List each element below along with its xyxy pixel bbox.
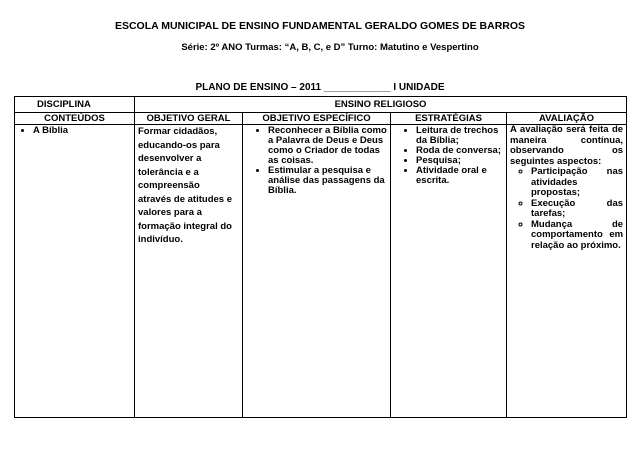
estrategia-item: • Pesquisa; — [416, 156, 503, 166]
objetivo-especifico-cell — [243, 125, 391, 418]
conteudos-cell — [15, 125, 135, 418]
estrategia-item: • Leitura de trechos da Bíblia; — [416, 126, 503, 146]
objetivo-geral-line: indivíduo. — [138, 234, 183, 245]
col-header-objetivo-especifico: OBJETIVO ESPECÍFICO — [243, 113, 391, 125]
conteudo-item: • A Bíblia — [33, 126, 131, 136]
col-header-conteudos: CONTEÚDOS — [15, 113, 135, 125]
avaliacao-intro: A avaliação será feita de maneira contínua, observando os seguintes aspectos: — [510, 124, 624, 167]
avaliacao-item: ◦ Execução das tarefas; — [531, 199, 623, 220]
plano-title: PLANO DE ENSINO – 2011 ____________ I UNIDADE — [195, 82, 445, 93]
content-row — [15, 125, 627, 418]
avaliacao-item: ◦ Mudança de comportamento em relação ao próximo. — [531, 220, 623, 252]
objetivo-geral-line: tolerância e a — [138, 166, 199, 178]
objetivo-especifico-item: • Estimular a pesquisa e análise das passagens da Bíblia. — [268, 166, 387, 196]
col-header-estrategias: ESTRATÉGIAS — [391, 113, 507, 125]
objetivo-geral-line: valores para a — [138, 207, 202, 218]
estrategia-item: • Roda de conversa; — [416, 146, 503, 156]
objetivo-geral-line: Formar cidadãos, — [138, 126, 218, 137]
teaching-plan-table — [14, 96, 627, 418]
serie-line: Série: 2º ANO Turmas: “A, B, C, e D” Turno: Matutino e Vespertino — [181, 42, 479, 53]
estrategia-item: • Atividade oral e escrita. — [416, 166, 503, 186]
objetivo-geral-cell — [135, 125, 243, 418]
col-header-avaliacao: AVALIAÇÃO — [507, 113, 627, 125]
objetivo-geral-line: através de atitudes e — [138, 193, 232, 205]
avaliacao-cell — [507, 125, 627, 418]
school-name: ESCOLA MUNICIPAL DE ENSINO FUNDAMENTAL GERALDO GOMES DE BARROS — [114, 20, 526, 32]
objetivo-geral-line: compreensão — [138, 180, 200, 191]
estrategias-cell — [391, 125, 507, 418]
col-header-objetivo-geral: OBJETIVO GERAL — [135, 113, 243, 125]
discipline-label: DISCIPLINA — [15, 97, 135, 113]
discipline-row — [15, 97, 627, 113]
discipline-value: ENSINO RELIGIOSO — [135, 97, 627, 113]
objetivo-geral-line: desenvolver a — [138, 153, 202, 164]
objetivo-especifico-item: • Reconhecer a Bíblia como a Palavra de Deus e Deus como o Criador de todas as coisas. — [268, 126, 387, 166]
avaliacao-item: ◦ Participação nas atividades propostas; — [531, 167, 623, 199]
objetivo-geral-line: educando-os para — [138, 139, 220, 151]
objetivo-geral-line: formação integral do — [138, 220, 232, 232]
column-header-row — [15, 113, 627, 125]
